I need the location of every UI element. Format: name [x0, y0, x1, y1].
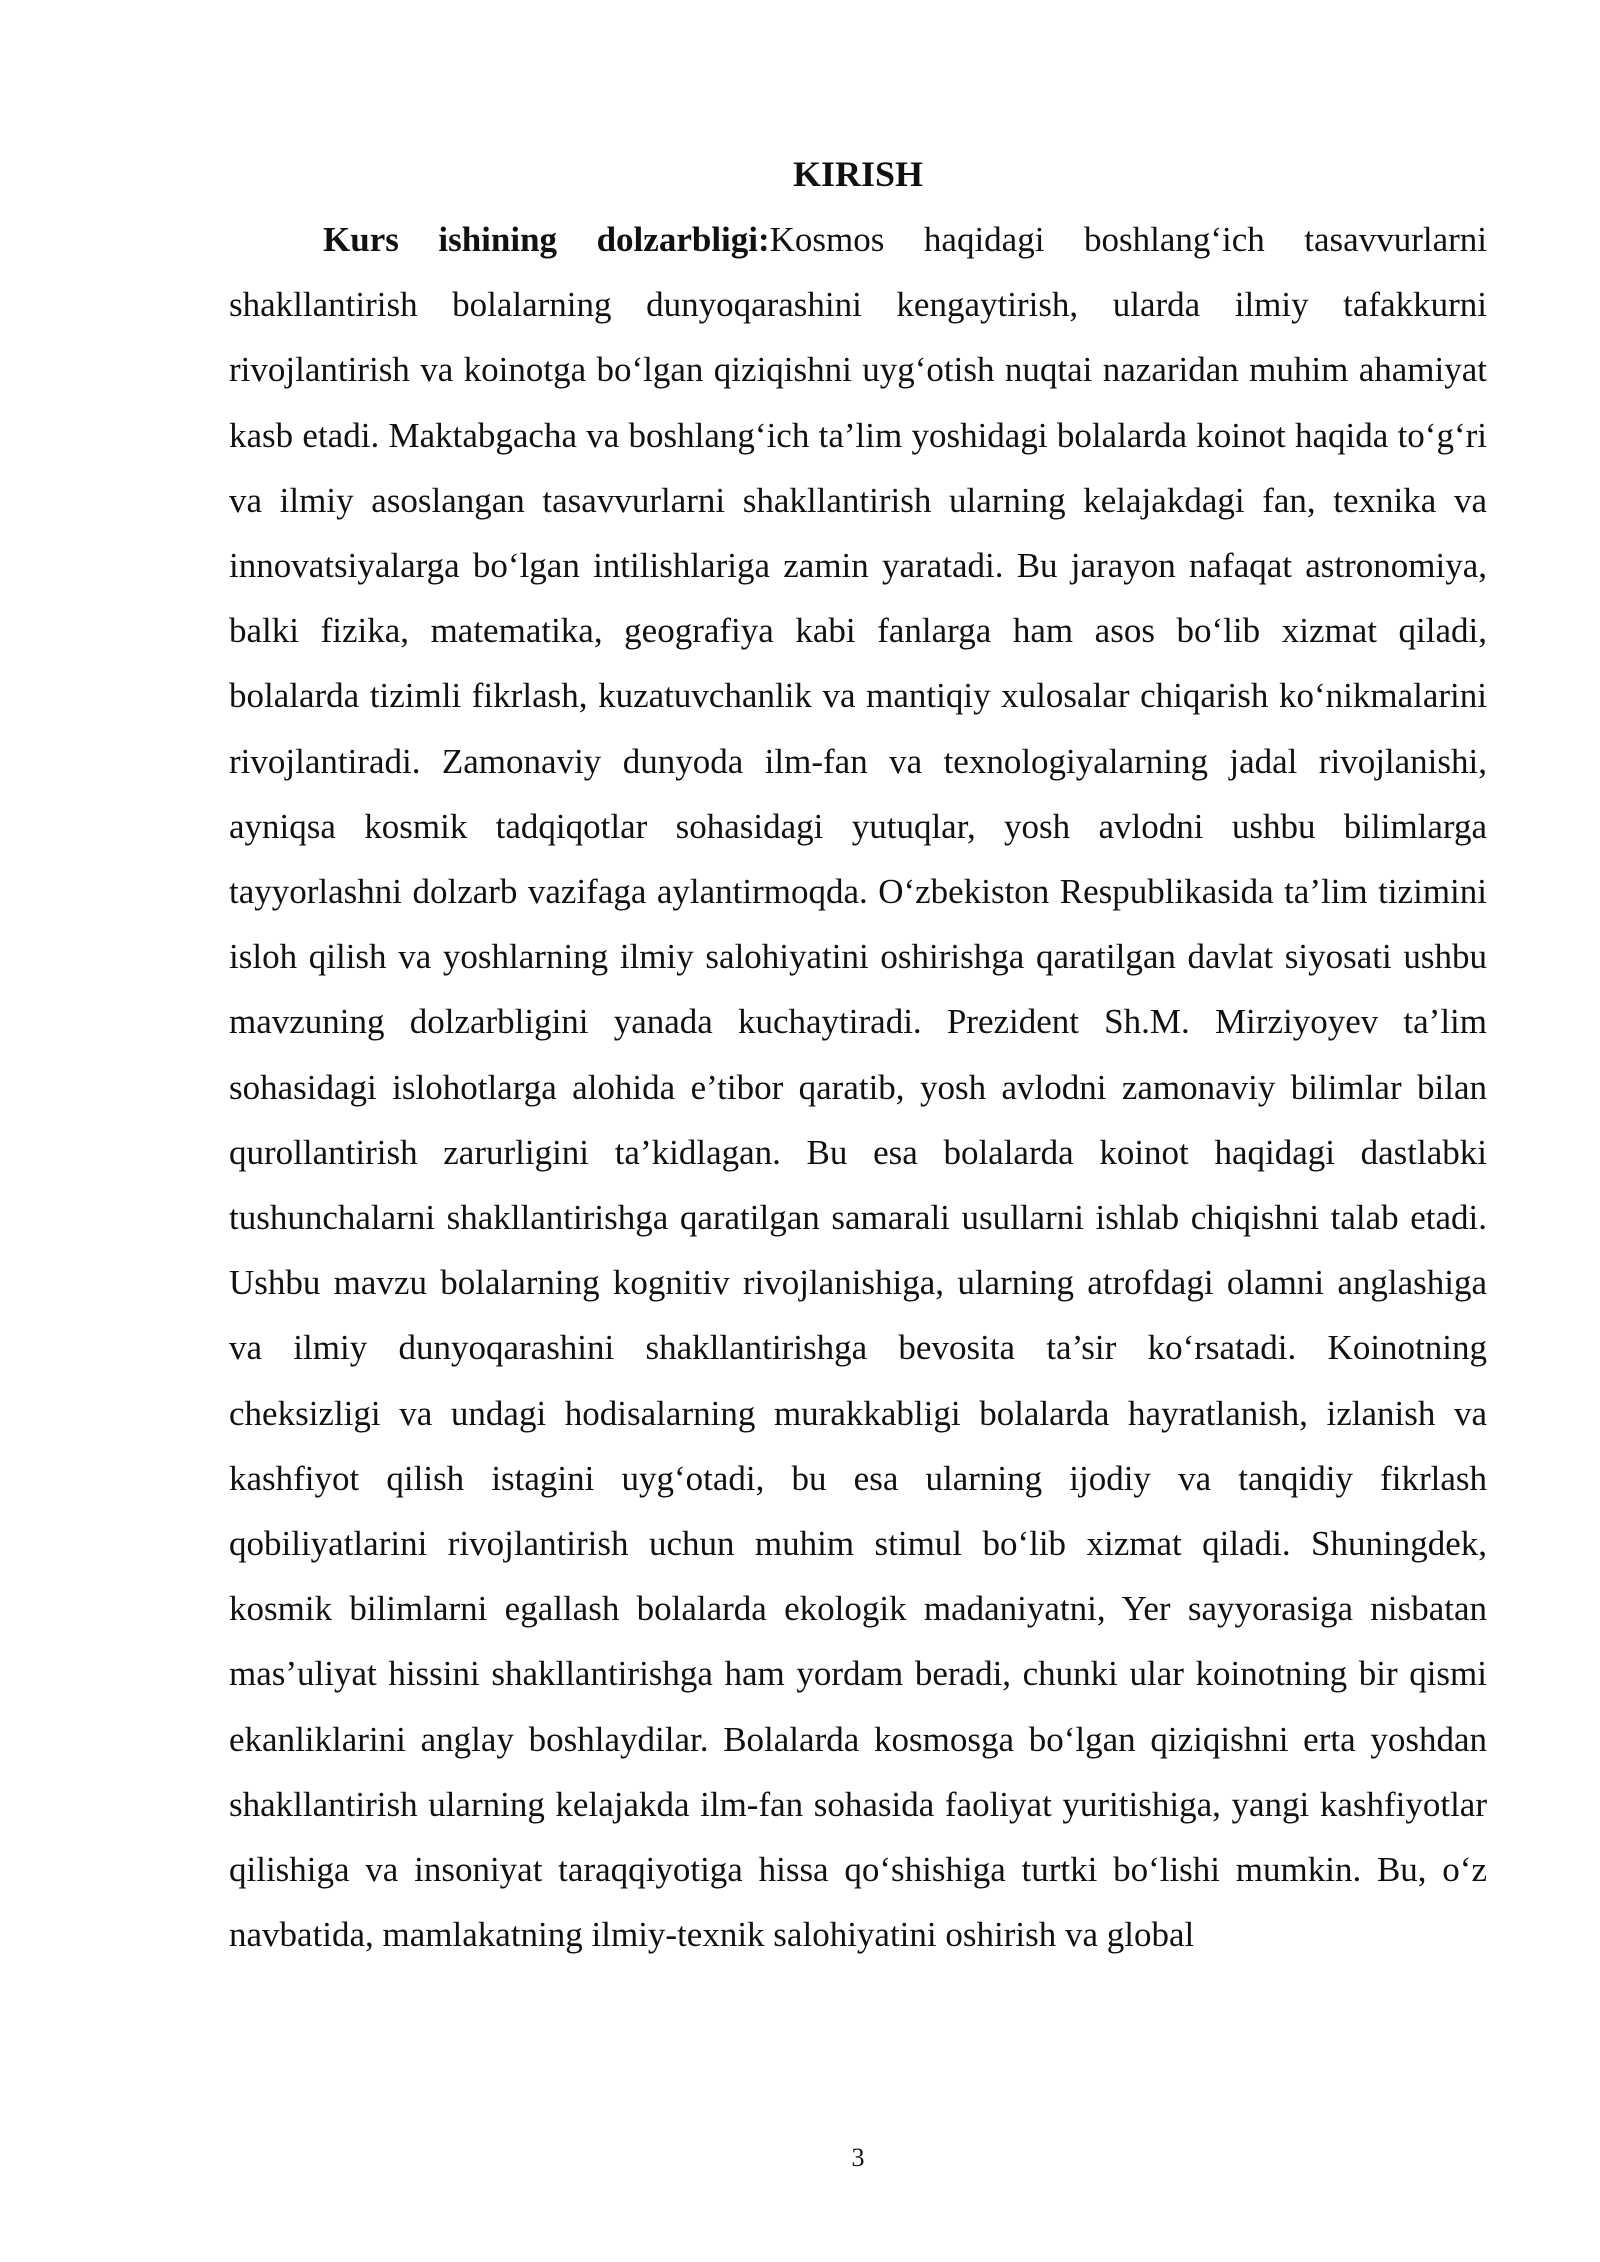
section-heading: KIRISH	[792, 154, 924, 194]
intro-paragraph	[229, 207, 1487, 1967]
paragraph-lead: Kurs ishining dolzarbligi:	[323, 220, 770, 259]
paragraph-text: Kosmos haqidagi boshlang‘ich tasavvurlarni shakllantirish bolalarning dunyoqarashini kengaytirish, ularda ilmiy tafakkurni rivojlantirish va koinotga bo‘lgan qiziqishni uyg‘otish nuqtai nazaridan muhim ahamiyat kasb etadi. Maktabgacha va boshlang‘ich ta’lim yoshidagi bolalarda koinot haqida to‘g‘ri va ilmiy asoslangan tasavvurlarni shakllantirish ularning kelajakdagi fan, texnika va innovatsiyalarga bo‘lgan intilishlariga zamin yaratadi. Bu jarayon nafaqat astronomiya, balki fizika, matematika, geografiya kabi fanlarga ham asos bo‘lib xizmat qiladi, bolalarda tizimli fikrlash, kuzatuvchanlik va mantiqiy xulosalar chiqarish ko‘nikmalarini rivojlantiradi. Zamonaviy dunyoda ilm-fan va texnologiyalarning jadal rivojlanishi, ayniqsa kosmik tadqiqotlar sohasidagi yutuqlar, yosh avlodni ushbu bilimlarga tayyorlashni dolzarb vazifaga aylantirmoqda. O‘zbekiston Respublikasida ta’lim tizimini isloh qilish va yoshlarning ilmiy salohiyatini oshirishga qaratilgan davlat siyosati ushbu mavzuning dolzarbligini yanada kuchaytiradi. Prezident Sh.M. Mirziyoyev ta’lim sohasidagi islohotlarga alohida e’tibor qaratib, yosh avlodni zamonaviy bilimlar bilan qurollantirish zarurligini ta’kidlagan. Bu esa bolalarda koinot haqidagi dastlabki tushunchalarni shakllantirishga qaratilgan samarali usullarni ishlab chiqishni talab etadi. Ushbu mavzu bolalarning kognitiv rivojlanishiga, ularning atrofdagi olamni anglashiga va ilmiy dunyoqarashini shakllantirishga bevosita ta’sir ko‘rsatadi. Koinotning cheksizligi va undagi hodisalarning murakkabligi bolalarda hayratlanish, izlanish va kashfiyot qilish istagini uyg‘otadi, bu esa ularning ijodiy va tanqidiy fikrlash qobiliyatlarini rivojlantirish uchun muhim stimul bo‘lib xizmat qiladi. Shuningdek, kosmik bilimlarni egallash bolalarda ekologik madaniyatni, Yer sayyorasiga nisbatan mas’uliyat hissini shakllantirishga ham yordam beradi, chunki ular koinotning bir qismi ekanliklarini anglay boshlaydilar. Bolalarda kosmosga bo‘lgan qiziqishni erta yoshdan shakllantirish ularning kelajakda ilm-fan sohasida faoliyat yuritishiga, yangi kashfiyotlar qilishiga va insoniyat taraqqiyotiga hissa qo‘shishiga turtki bo‘lishi mumkin. Bu, o‘z navbatida, mamlakatning ilmiy-texnik salohiyatini oshirish va global	[229, 220, 1488, 1955]
page-number: 3	[851, 2143, 865, 2172]
